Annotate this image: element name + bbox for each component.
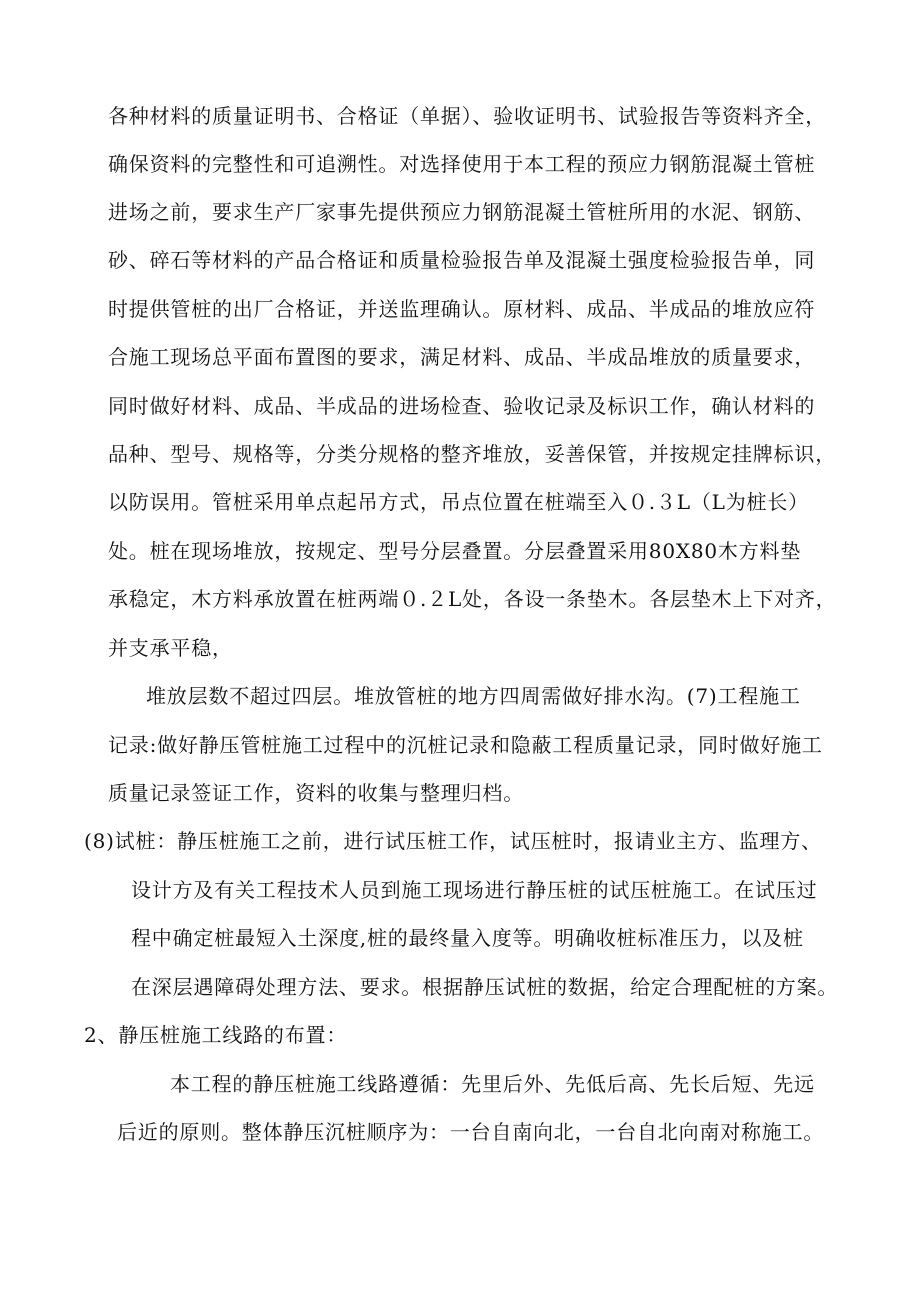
text-line: 本工程的静压桩施工线路遵循：先里后外、先低后高、先长后短、先远 [170, 1072, 815, 1096]
section-heading: 2、静压桩施工线路的布置： [84, 1023, 348, 1047]
text-line: (8)试桩：静压桩施工之前，进行试压桩工作，试压桩时，报请业主方、监理方、 [84, 829, 822, 853]
text-line: 在深层遇障碍处理方法、要求。根据静压试桩的数据，给定合理配桩的方案。 [131, 975, 839, 999]
text-line: 合施工现场总平面布置图的要求，满足材料、成品、半成品堆放的质量要求， [108, 345, 816, 369]
text-line: 品种、型号、规格等，分类分规格的整齐堆放，妥善保管，并按规定挂牌标识， [108, 442, 836, 466]
text-line: 记录:做好静压管桩施工过程中的沉桩记录和隐蔽工程质量记录，同时做好施工 [108, 733, 823, 757]
text-line: 处。桩在现场堆放，按规定、型号分层叠置。分层叠置采用80X80木方料垫 [108, 539, 802, 563]
text-line: 同时做好材料、成品、半成品的进场检查、验收记录及标识工作，确认材料的 [108, 394, 816, 418]
text-line: 时提供管桩的出厂合格证，并送监理确认。原材料、成品、半成品的堆放应符 [108, 297, 816, 321]
text-line: 并支承平稳， [108, 636, 233, 660]
text-line: 确保资料的完整性和可追溯性。对选择使用于本工程的预应力钢筋混凝土管桩 [108, 152, 816, 176]
text-line: 后近的原则。整体静压沉桩顺序为：一台自南向北，一台自北向南对称施工。 [117, 1120, 825, 1144]
text-line: 程中确定桩最短入土深度,桩的最终量入度等。明确收桩标准压力，以及桩 [131, 926, 804, 950]
text-line: 设计方及有关工程技术人员到施工现场进行静压桩的试压桩施工。在试压过 [131, 878, 818, 902]
text-line: 各种材料的质量证明书、合格证（单据）、验收证明书、试验报告等资料齐全， [108, 104, 826, 128]
text-line: 进场之前，要求生产厂家事先提供预应力钢筋混凝土管桩所用的水泥、钢筋、 [108, 200, 816, 224]
text-line: 承稳定，木方料承放置在桩两端０.２L处，各设一条垫木。各层垫木上下对齐， [108, 587, 837, 611]
text-line: 以防误用。管桩采用单点起吊方式，吊点位置在桩端至入０.３L（L为桩长） [108, 490, 809, 514]
text-line: 堆放层数不超过四层。堆放管桩的地方四周需做好排水沟。(7)工程施工 [146, 684, 801, 708]
text-line: 砂、碎石等材料的产品合格证和质量检验报告单及混凝土强度检验报告单，同 [108, 248, 816, 272]
text-line: 质量记录签证工作，资料的收集与整理归档。 [108, 781, 524, 805]
